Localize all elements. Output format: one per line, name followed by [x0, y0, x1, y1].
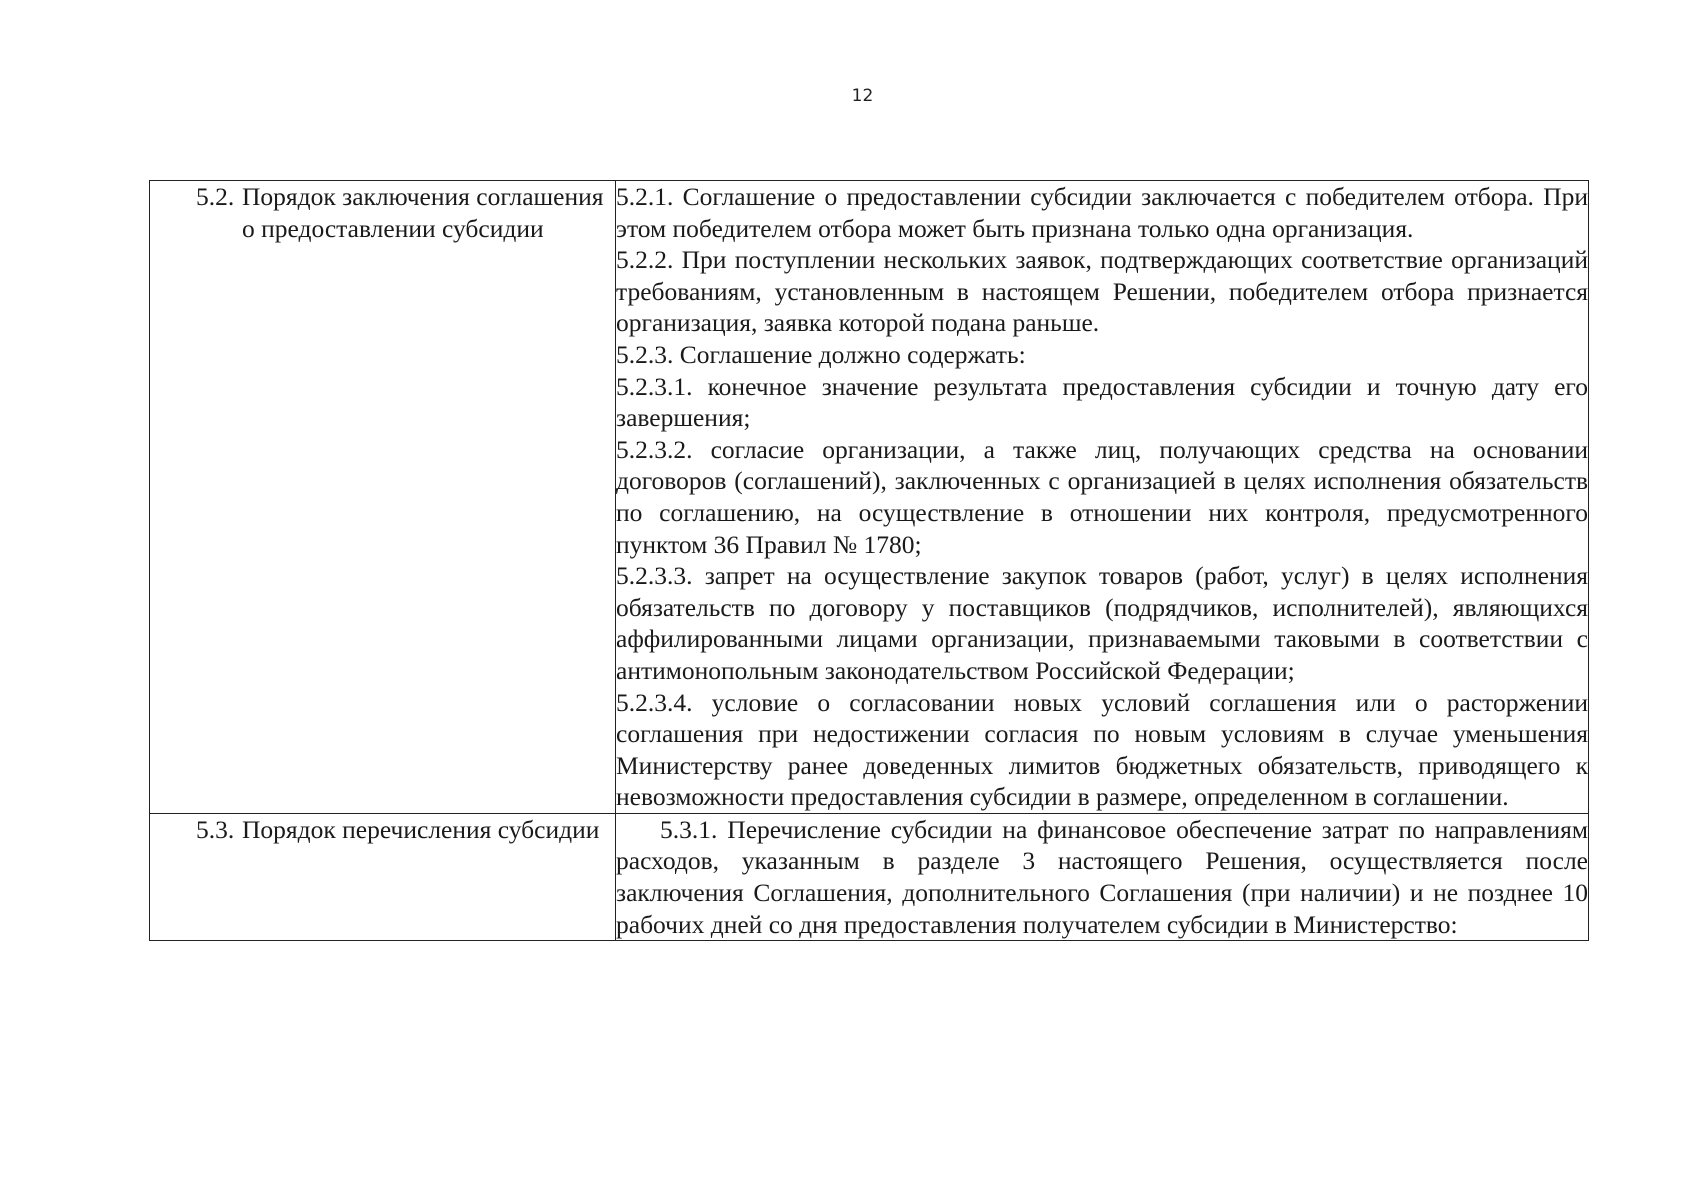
section-content-cell	[616, 181, 1589, 814]
section-heading-cell	[150, 181, 616, 814]
paragraph-5-2-2: 5.2.2. При поступлении нескольких заявок, подтверждающих соответствие организаций требованиям, установленным в настоящем Решении, победителем отбора признается организация, заявка которой подана раньше.	[616, 245, 1588, 338]
paragraph-5-2-1: 5.2.1. Соглашение о предоставлении субсидии заключается с победителем отбора. При этом победителем отбора может быть признана только одна организация.	[616, 182, 1588, 243]
paragraph-5-2-3: 5.2.3. Соглашение должно содержать:	[616, 339, 1026, 369]
section-heading: Порядок заключения соглашения о предоставлении субсидии	[242, 182, 604, 243]
paragraph-5-3-1: 5.3.1. Перечисление субсидии на финансовое обеспечение затрат по направлениям расходов, указанным в разделе 3 настоящего Решения, осуществляется после заключения Соглашения, дополнительного Соглашения (при наличии) и не позднее 10 рабочих дней со дня предоставления получателем субсидии в Министерство:	[616, 814, 1588, 939]
section-heading: Порядок перечисления субсидии	[242, 814, 600, 844]
section-heading-cell	[150, 813, 616, 940]
section-number: 5.2.	[196, 182, 235, 211]
section-number: 5.3.	[196, 814, 235, 844]
section-content-cell	[616, 813, 1589, 940]
page-number: 12	[851, 86, 874, 106]
paragraph-5-2-3-1: 5.2.3.1. конечное значение результата предоставления субсидии и точную дату его завершения;	[616, 371, 1588, 433]
paragraph-5-2-3-4: 5.2.3.4. условие о согласовании новых условий соглашения или о расторжении соглашения при недостижении согласия по новым условиям в случае уменьшения Министерству ранее доведенных лимитов бюджетных обязательств, приводящего к невозможности предоставления субсидии в размере, определенном в соглашении.	[616, 687, 1588, 812]
table-row-5-2	[150, 181, 1589, 814]
paragraph-5-2-3-3: 5.2.3.3. запрет на осуществление закупок товаров (работ, услуг) в целях исполнения обязательств по договору у поставщиков (подрядчиков, исполнителей), являющихся аффилированными лицами организации, признаваемыми таковыми в соответствии с антимонопольным законодательством Российской Федерации;	[616, 561, 1588, 685]
document-table	[149, 180, 1589, 941]
table-row-5-3	[150, 813, 1589, 940]
paragraph-5-2-3-2: 5.2.3.2. согласие организации, а также лиц, получающих средства на основании договоров (соглашений), заключенных с организацией в целях исполнения обязательств по соглашению, на осуществление в отношении них контроля, предусмотренного пунктом 36 Правил № 1780;	[616, 434, 1588, 559]
